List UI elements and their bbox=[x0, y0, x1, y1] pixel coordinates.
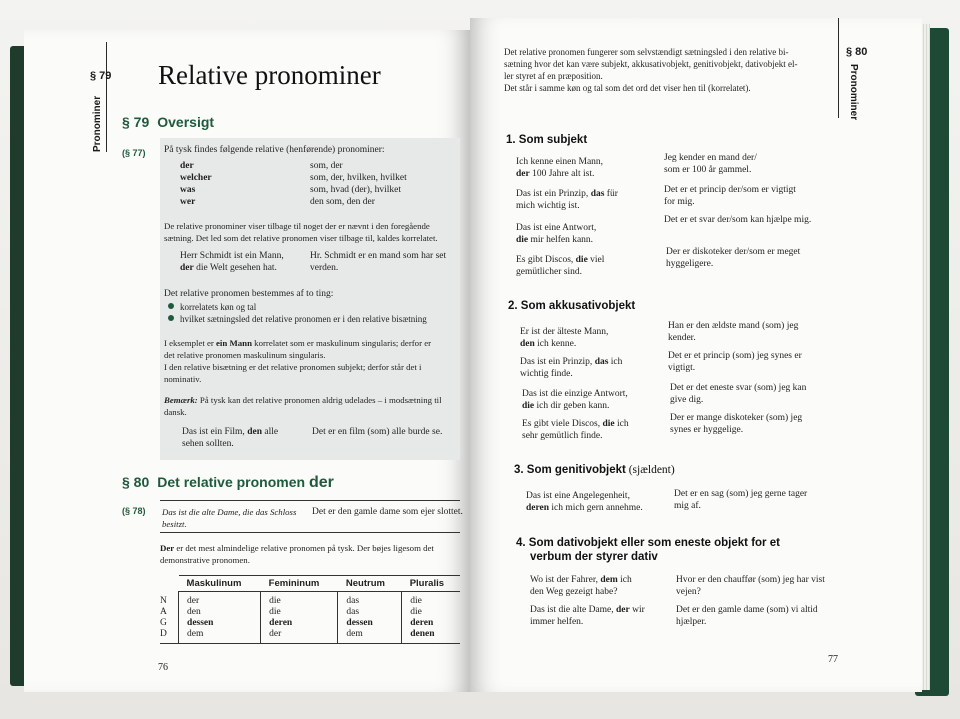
pronoun-da: som, der, hvilken, hvilket bbox=[310, 173, 407, 183]
table-cell: die bbox=[402, 607, 460, 618]
text-line: Das ist ein Prinzip, bbox=[516, 189, 591, 199]
paragraph-example bbox=[164, 337, 464, 385]
relative-pronoun: das bbox=[590, 189, 605, 199]
table-header: Neutrum bbox=[338, 576, 402, 592]
text-line: verden. bbox=[310, 263, 339, 273]
section-title: Det relative pronomen bbox=[157, 474, 309, 490]
text-line: er det mest almindelige relative pronomen på tysk. Der bøjes ligesom det bbox=[174, 543, 434, 553]
example-de bbox=[516, 254, 666, 278]
example-de bbox=[530, 604, 680, 628]
example-de bbox=[162, 506, 312, 530]
text-line: I eksemplet er bbox=[164, 338, 217, 348]
example-da bbox=[664, 152, 844, 176]
text-line: ich dir geben kann. bbox=[534, 401, 610, 411]
side-section-number: § 79 bbox=[90, 70, 112, 82]
table-header-blank bbox=[160, 576, 179, 592]
text-line: demonstrative pronomen. bbox=[160, 555, 250, 565]
text-line: ich bbox=[608, 357, 623, 367]
table-row bbox=[160, 618, 460, 629]
emphasis: Der bbox=[160, 543, 175, 553]
table-cell: das bbox=[338, 592, 402, 608]
paragraph-determined: Det relative pronomen bestemmes af to ting: bbox=[164, 289, 334, 299]
relative-pronoun: den bbox=[520, 339, 535, 349]
text-line: Der er diskoteker der/som er meget bbox=[666, 247, 801, 257]
text-line: den Weg gezeigt habe? bbox=[530, 587, 618, 597]
example-de bbox=[516, 188, 666, 212]
example-da bbox=[668, 350, 848, 374]
table-cell: dessen bbox=[338, 618, 402, 629]
pronoun-da: den som, den der bbox=[310, 197, 375, 207]
section-79-heading bbox=[122, 114, 214, 130]
text-line: Das ist ein Film, bbox=[182, 427, 248, 437]
example2-da: Det er en film (som) alle burde se. bbox=[312, 427, 443, 437]
example-da bbox=[676, 574, 866, 598]
text-line: dansk. bbox=[164, 407, 187, 417]
example-de bbox=[530, 574, 680, 598]
intro-text: På tysk findes følgende relative (henførende) pronominer: bbox=[164, 145, 385, 155]
text-line: Das ist eine Angelegenheit, bbox=[526, 491, 630, 501]
example-de bbox=[516, 156, 666, 180]
relative-pronoun: die bbox=[522, 401, 535, 411]
side-section-number: § 80 bbox=[846, 46, 868, 58]
subheading-subject: 1. Som subjekt bbox=[506, 134, 588, 146]
side-label: Pronominer bbox=[92, 95, 103, 152]
section-title-pronoun: der bbox=[308, 474, 334, 491]
table-cell: dem bbox=[179, 629, 261, 644]
text-line: Det er et svar der/som kan hjælpe mig. bbox=[664, 215, 812, 225]
cross-reference: (§ 77) bbox=[122, 148, 146, 158]
text-line: Wo ist der Fahrer, bbox=[530, 575, 601, 585]
text-line: korrelatets køn og tal bbox=[180, 302, 257, 312]
table-cell-case: N bbox=[160, 595, 167, 606]
relative-pronoun: der bbox=[516, 169, 530, 179]
text-line: Es gibt viele Discos, bbox=[522, 419, 603, 429]
text-line: Det er en sag (som) jeg gerne tager bbox=[674, 489, 808, 499]
text-line: Ich kenne einen Mann, bbox=[516, 157, 604, 167]
subheading-dative bbox=[516, 536, 780, 564]
text-line: für bbox=[604, 189, 618, 199]
text-line: vigtigt. bbox=[668, 363, 696, 373]
text-line: korrelatet som er maskulinum singularis; derfor er bbox=[251, 338, 432, 348]
text-line: Jeg kender en mand der/ bbox=[664, 153, 757, 163]
relative-pronoun: dem bbox=[600, 575, 618, 585]
text-line: Das ist die einzige Antwort, bbox=[522, 389, 628, 399]
left-page bbox=[24, 30, 470, 692]
example-da bbox=[670, 412, 850, 436]
sidebar-rule bbox=[838, 18, 839, 118]
text-line: Das ist eine Antwort, bbox=[516, 223, 597, 233]
text-line: På tysk kan det relative pronomen aldrig udelades – i modsætning til bbox=[197, 395, 442, 405]
text-line: det relative pronomen maskulinum singularis. bbox=[164, 350, 326, 360]
table-cell: die bbox=[261, 607, 338, 618]
example-da bbox=[664, 184, 844, 208]
intro-paragraph bbox=[504, 46, 834, 94]
table-header: Pluralis bbox=[402, 576, 460, 592]
table-header: Maskulinum bbox=[179, 576, 261, 592]
table-row bbox=[160, 592, 460, 608]
bullet-list bbox=[168, 301, 464, 325]
relative-pronoun: die bbox=[602, 419, 615, 429]
text-line: ich mich gern annehme. bbox=[549, 503, 643, 513]
table-cell: das bbox=[338, 607, 402, 618]
page-title: Relative pronominer bbox=[158, 60, 381, 90]
example-da bbox=[310, 250, 460, 274]
text-line: Det står i samme køn og tal som det ord det viser hen til (korrelatet). bbox=[504, 83, 751, 93]
table-cell: der bbox=[179, 592, 261, 608]
table-row bbox=[160, 607, 460, 618]
bullet-icon bbox=[168, 315, 174, 321]
section-number: § 79 bbox=[122, 114, 150, 130]
emphasis: ein Mann bbox=[216, 338, 252, 348]
text-line: Hvor er den chauffør (som) jeg har vist bbox=[676, 575, 825, 585]
paragraph-der bbox=[160, 542, 466, 566]
pronoun-da: som, der bbox=[310, 161, 343, 171]
example-de bbox=[526, 490, 676, 514]
text-line: hjælper. bbox=[676, 617, 707, 627]
text-line: som er 100 år gammel. bbox=[664, 165, 752, 175]
example-da bbox=[666, 246, 846, 270]
text-line: synes er hyggelige. bbox=[670, 425, 744, 435]
table-header-row bbox=[160, 576, 460, 592]
subheading-genitive bbox=[514, 464, 675, 476]
text-line: wichtig finde. bbox=[520, 369, 573, 379]
section-80-heading bbox=[122, 474, 334, 492]
example-da: Det er den gamle dame som ejer slottet. bbox=[312, 507, 463, 517]
text-line: ich bbox=[617, 575, 632, 585]
text-line: Det relative pronomen fungerer som selvstændigt sætningsled i den relative bi- bbox=[504, 47, 789, 57]
text-line: alle bbox=[261, 427, 279, 437]
pronoun-list bbox=[180, 160, 450, 208]
table-cell: die bbox=[402, 592, 460, 608]
section-number: § 80 bbox=[122, 474, 150, 490]
side-label: Pronominer bbox=[848, 64, 859, 121]
text-line: Das ist ein Prinzip, bbox=[520, 357, 595, 367]
text-line: Das ist die alte Dame, bbox=[530, 605, 617, 615]
example-de bbox=[520, 326, 670, 350]
note-label: Bemærk: bbox=[164, 395, 198, 405]
bullet-icon bbox=[168, 303, 174, 309]
text-line: Det er et princip (som) jeg synes er bbox=[668, 351, 802, 361]
text-line: gemütlicher sind. bbox=[516, 267, 582, 277]
text-line: Es gibt Discos, bbox=[516, 255, 576, 265]
table-cell: dem bbox=[338, 629, 402, 644]
text-line: Det er det eneste svar (som) jeg kan bbox=[670, 383, 807, 393]
bullet-item bbox=[168, 313, 464, 325]
text-line: Det er et princip der/som er vigtigt bbox=[664, 185, 796, 195]
text-line: Hr. Schmidt er en mand som har set bbox=[310, 251, 447, 261]
pronoun-de: wer bbox=[180, 197, 196, 207]
table-cell: deren bbox=[402, 618, 460, 629]
text-line: hvilket sætningsled det relative pronomen er i den relative bisætning bbox=[180, 314, 427, 324]
example2-de bbox=[182, 426, 312, 450]
relative-pronoun: der bbox=[616, 605, 630, 615]
table-cell: deren bbox=[261, 618, 338, 629]
text-line: verbum der styrer dativ bbox=[530, 551, 658, 563]
text-line: viel bbox=[587, 255, 605, 265]
relative-pronoun: deren bbox=[526, 503, 550, 513]
text-line: mig af. bbox=[674, 501, 701, 511]
text-line: wir bbox=[629, 605, 645, 615]
table-cell: den bbox=[179, 607, 261, 618]
paragraph-correlate bbox=[164, 220, 464, 244]
text-line: kender. bbox=[668, 333, 696, 343]
table-cell-case: G bbox=[160, 618, 167, 628]
text-line: Herr Schmidt ist ein Mann, bbox=[180, 251, 284, 261]
divider bbox=[160, 532, 460, 533]
example-de bbox=[520, 356, 670, 380]
declension-table bbox=[160, 575, 460, 644]
pronoun-de: der bbox=[180, 161, 194, 171]
subheading-accusative: 2. Som akkusativobjekt bbox=[508, 300, 636, 312]
sidebar-rule bbox=[106, 42, 107, 152]
text-line: sætning hvor det kan være subjekt, akkusativobjekt, genitivobjekt, dativobjekt el- bbox=[504, 59, 798, 69]
text-line: sehen sollten. bbox=[182, 439, 234, 449]
cross-reference: (§ 78) bbox=[122, 506, 146, 516]
text-line: Det er den gamle dame (som) vi altid bbox=[676, 605, 818, 615]
text-line: hyggeligere. bbox=[666, 259, 714, 269]
text-line: 4. Som dativobjekt eller som eneste objekt for et bbox=[516, 537, 780, 549]
relative-pronoun: die bbox=[575, 255, 588, 265]
text-line: Der er mange diskoteker (som) jeg bbox=[670, 413, 803, 423]
text-line: ich kenne. bbox=[534, 339, 577, 349]
text-line: Han er den ældste mand (som) jeg bbox=[668, 321, 799, 331]
right-page bbox=[470, 18, 922, 692]
text-line: mich wichtig ist. bbox=[516, 201, 580, 211]
example-da bbox=[664, 214, 844, 226]
example-da bbox=[674, 488, 854, 512]
text-line: nominativ. bbox=[164, 374, 202, 384]
table-cell-case: A bbox=[160, 607, 167, 617]
page-number: 77 bbox=[828, 654, 838, 665]
example-de bbox=[180, 250, 310, 274]
text-line: ler styret af en præposition. bbox=[504, 71, 603, 81]
example-da bbox=[670, 382, 850, 406]
text-line: I den relative bisætning er det relative pronomen subjekt; derfor står det i bbox=[164, 362, 422, 372]
text-line: give dig. bbox=[670, 395, 704, 405]
table-header: Femininum bbox=[261, 576, 338, 592]
subheading-text: 3. Som genitivobjekt bbox=[514, 464, 626, 476]
example-de bbox=[516, 222, 666, 246]
note bbox=[164, 394, 464, 418]
table-row bbox=[160, 629, 460, 644]
text-line: for mig. bbox=[664, 197, 695, 207]
pronoun-de: welcher bbox=[180, 173, 212, 183]
bullet-item bbox=[168, 301, 464, 313]
relative-pronoun: die bbox=[516, 235, 529, 245]
text-line: Das ist die alte Dame, die das Schloss bbox=[162, 507, 297, 517]
example-de bbox=[522, 388, 672, 412]
text-line: mir helfen kann. bbox=[528, 235, 594, 245]
relative-pronoun: den bbox=[247, 427, 262, 437]
text-line: De relative pronominer viser tilbage til noget der er nævnt i den foregående bbox=[164, 221, 430, 231]
relative-pronoun: das bbox=[594, 357, 609, 367]
text-line: die Welt gesehen hat. bbox=[193, 263, 277, 273]
table-cell: die bbox=[261, 592, 338, 608]
text-line: Er ist der älteste Mann, bbox=[520, 327, 609, 337]
table-cell-case: D bbox=[160, 629, 179, 644]
text-line: besitzt. bbox=[162, 519, 187, 529]
text-line: 100 Jahre alt ist. bbox=[529, 169, 595, 179]
pronoun-de: was bbox=[180, 185, 196, 195]
table-cell: der bbox=[261, 629, 338, 644]
table-cell: dessen bbox=[179, 618, 261, 629]
relative-pronoun: der bbox=[180, 263, 194, 273]
text-line: ich bbox=[614, 419, 629, 429]
pronoun-da: som, hvad (der), hvilket bbox=[310, 185, 402, 195]
text-line: sætning. Det led som det relative pronomen viser tilbage til, kaldes korrelatet. bbox=[164, 233, 438, 243]
text-line: immer helfen. bbox=[530, 617, 584, 627]
subheading-note: (sjældent) bbox=[625, 464, 675, 476]
example-de bbox=[522, 418, 672, 442]
example-da bbox=[676, 604, 866, 628]
table-cell: denen bbox=[402, 629, 460, 644]
section-title: Oversigt bbox=[157, 114, 215, 130]
text-line: sehr gemütlich finde. bbox=[522, 431, 603, 441]
text-line: vejen? bbox=[676, 587, 701, 597]
divider bbox=[160, 500, 460, 501]
example-da bbox=[668, 320, 848, 344]
page-number: 76 bbox=[158, 662, 168, 673]
